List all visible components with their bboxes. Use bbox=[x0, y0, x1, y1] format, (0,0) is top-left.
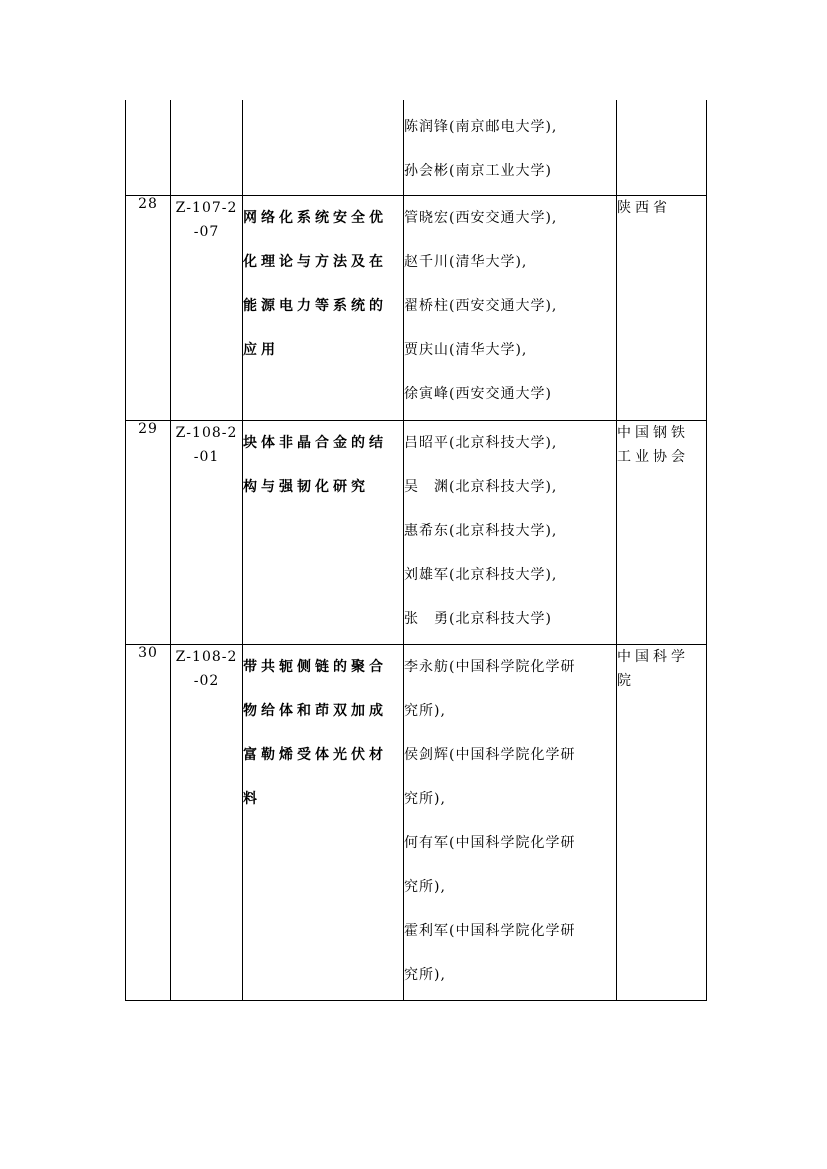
contributor: 管晓宏(西安交通大学), bbox=[404, 209, 558, 226]
contributor: 贾庆山(清华大学), bbox=[404, 341, 528, 358]
contributor: 翟桥柱(西安交通大学), bbox=[404, 297, 558, 314]
row-number: 28 bbox=[126, 195, 171, 420]
project-code bbox=[171, 100, 243, 195]
contributor: 吕昭平(北京科技大学), bbox=[404, 434, 558, 451]
contributor: 究所), bbox=[404, 966, 446, 983]
code-line: Z-107-2 bbox=[175, 199, 238, 216]
contributor: 刘雄军(北京科技大学), bbox=[404, 566, 558, 583]
code-line: -02 bbox=[193, 672, 220, 689]
contributor: 究所), bbox=[404, 878, 446, 895]
project-title bbox=[243, 195, 404, 420]
org-line: 陕西省 bbox=[617, 199, 671, 216]
row-number bbox=[126, 100, 171, 195]
title-line: 物给体和茚双加成 bbox=[243, 702, 387, 719]
awards-table bbox=[125, 100, 707, 1001]
title-line: 料 bbox=[243, 790, 261, 807]
project-code bbox=[171, 644, 243, 1000]
title-line: 应用 bbox=[243, 341, 279, 358]
contributor: 李永舫(中国科学院化学研 bbox=[404, 658, 576, 675]
row-number: 29 bbox=[126, 420, 171, 644]
contributor: 吴 渊(北京科技大学), bbox=[404, 478, 558, 495]
code-line: Z-108-2 bbox=[175, 424, 238, 441]
table-row bbox=[126, 100, 707, 195]
contributor: 赵千川(清华大学), bbox=[404, 253, 528, 270]
project-title bbox=[243, 100, 404, 195]
table-row bbox=[126, 420, 707, 644]
contributor: 何有军(中国科学院化学研 bbox=[404, 834, 576, 851]
title-line: 富勒烯受体光伏材 bbox=[243, 746, 387, 763]
nominating-org bbox=[617, 195, 707, 420]
code-line: -07 bbox=[193, 223, 220, 240]
title-line: 能源电力等系统的 bbox=[243, 297, 387, 314]
contributors bbox=[404, 100, 617, 195]
row-number: 30 bbox=[126, 644, 171, 1000]
contributor: 惠希东(北京科技大学), bbox=[404, 522, 558, 539]
org-line: 工业协会 bbox=[617, 448, 689, 465]
contributor: 侯剑辉(中国科学院化学研 bbox=[404, 746, 576, 763]
contributors bbox=[404, 420, 617, 644]
code-line: Z-108-2 bbox=[175, 648, 238, 665]
code-line: -01 bbox=[193, 448, 220, 465]
contributor: 陈润锋(南京邮电大学), bbox=[404, 119, 558, 135]
nominating-org bbox=[617, 420, 707, 644]
contributor: 徐寅峰(西安交通大学) bbox=[404, 385, 552, 402]
title-line: 带共轭侧链的聚合 bbox=[243, 658, 387, 675]
contributors bbox=[404, 195, 617, 420]
contributor: 张 勇(北京科技大学) bbox=[404, 610, 552, 627]
project-code bbox=[171, 420, 243, 644]
contributor: 究所), bbox=[404, 790, 446, 807]
contributor: 究所), bbox=[404, 702, 446, 719]
table-row bbox=[126, 644, 707, 1000]
title-line: 块体非晶合金的结 bbox=[243, 434, 387, 451]
nominating-org bbox=[617, 100, 707, 195]
project-title bbox=[243, 420, 404, 644]
contributors bbox=[404, 644, 617, 1000]
table-row bbox=[126, 195, 707, 420]
project-title bbox=[243, 644, 404, 1000]
title-line: 网络化系统安全优 bbox=[243, 209, 387, 226]
contributor: 孙会彬(南京工业大学) bbox=[404, 163, 552, 179]
org-line: 院 bbox=[617, 672, 635, 689]
nominating-org bbox=[617, 644, 707, 1000]
contributor: 霍利军(中国科学院化学研 bbox=[404, 922, 576, 939]
org-line: 中国科学 bbox=[617, 648, 689, 665]
org-line: 中国钢铁 bbox=[617, 424, 689, 441]
title-line: 构与强韧化研究 bbox=[243, 478, 369, 495]
project-code bbox=[171, 195, 243, 420]
title-line: 化理论与方法及在 bbox=[243, 253, 387, 270]
